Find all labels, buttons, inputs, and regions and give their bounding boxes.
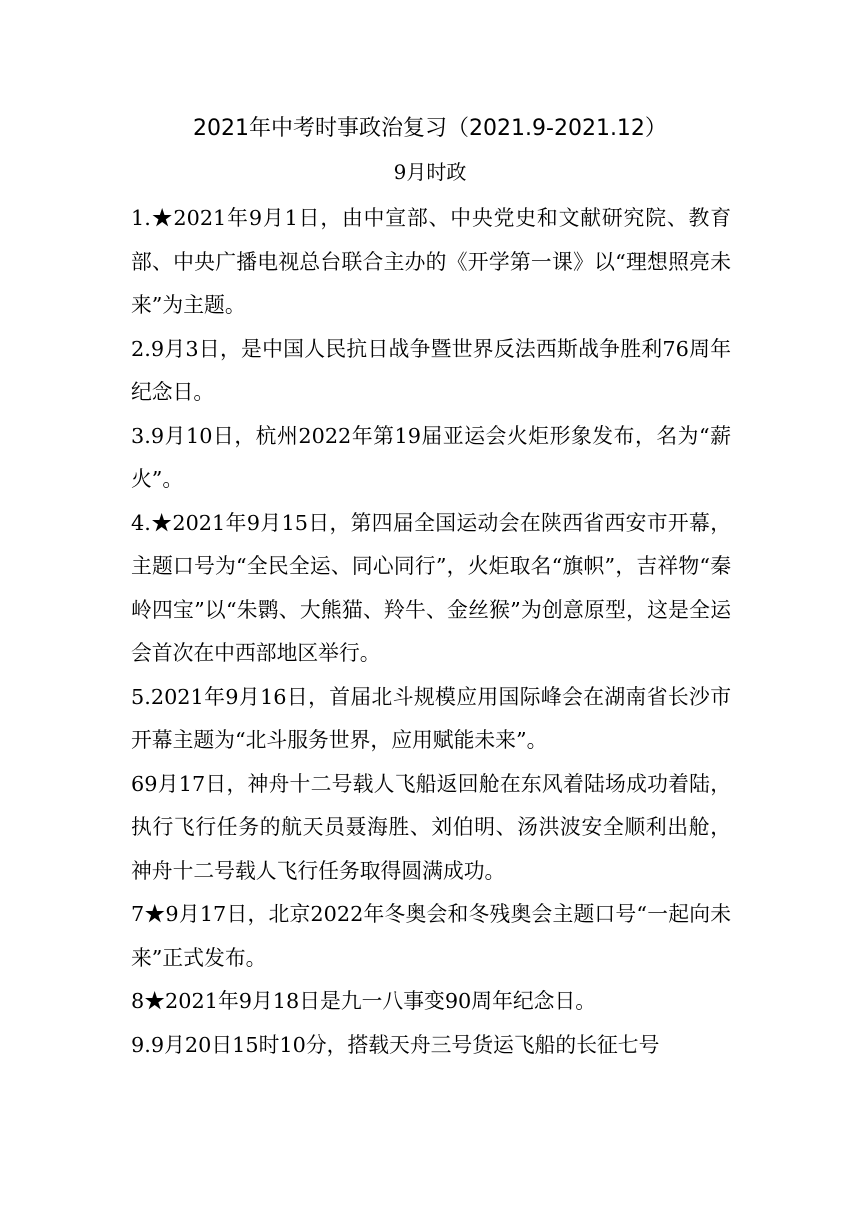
news-item-6: 69月17日，神舟十二号载人飞船返回舱在东风着陆场成功着陆，执行飞行任务的航天员聂海胜、刘伯明、汤洪波安全顺利出舱，神舟十二号载人飞行任务取得圆满成功。 <box>131 771 731 883</box>
news-item-3: 3.9月10日，杭州2022年第19届亚运会火炬形象发布，名为“薪火”。 <box>131 423 731 491</box>
news-item-1: 1.★2021年9月1日，由中宣部、中央党史和文献研究院、教育部、中央广播电视总台联合主办的《开学第一课》以“理想照亮未来”为主题。 <box>131 206 731 317</box>
news-item-2: 2.9月3日，是中国人民抗日战争暨世界反法西斯战争胜利76周年纪念日。 <box>131 336 731 404</box>
news-item-5: 5.2021年9月16日，首届北斗规模应用国际峰会在湖南省长沙市开幕主题为“北斗服务世界，应用赋能未来”。 <box>131 684 731 752</box>
document-title: 2021年中考时事政治复习（2021.9-2021.12） <box>193 116 667 141</box>
news-item-9: 9.9月20日15时10分，搭载天舟三号货运飞船的长征七号 <box>131 1032 660 1057</box>
document-body <box>131 197 731 1067</box>
news-item-7: 7★9月17日，北京2022年冬奥会和冬残奥会主题口号“一起向未来”正式发布。 <box>131 902 731 970</box>
section-heading: 9月时政 <box>393 160 467 184</box>
news-item-8: 8★2021年9月18日是九一八事变90周年纪念日。 <box>131 989 597 1013</box>
news-item-4: 4.★2021年9月15日，第四届全国运动会在陕西省西安市开幕，主题口号为“全民全运、同心同行”，火炬取名“旗帜”，吉祥物“秦岭四宝”以“朱鹮、大熊猫、羚牛、金丝猴”为创意原型，这是全运会首次在中西部地区举行。 <box>131 510 731 665</box>
